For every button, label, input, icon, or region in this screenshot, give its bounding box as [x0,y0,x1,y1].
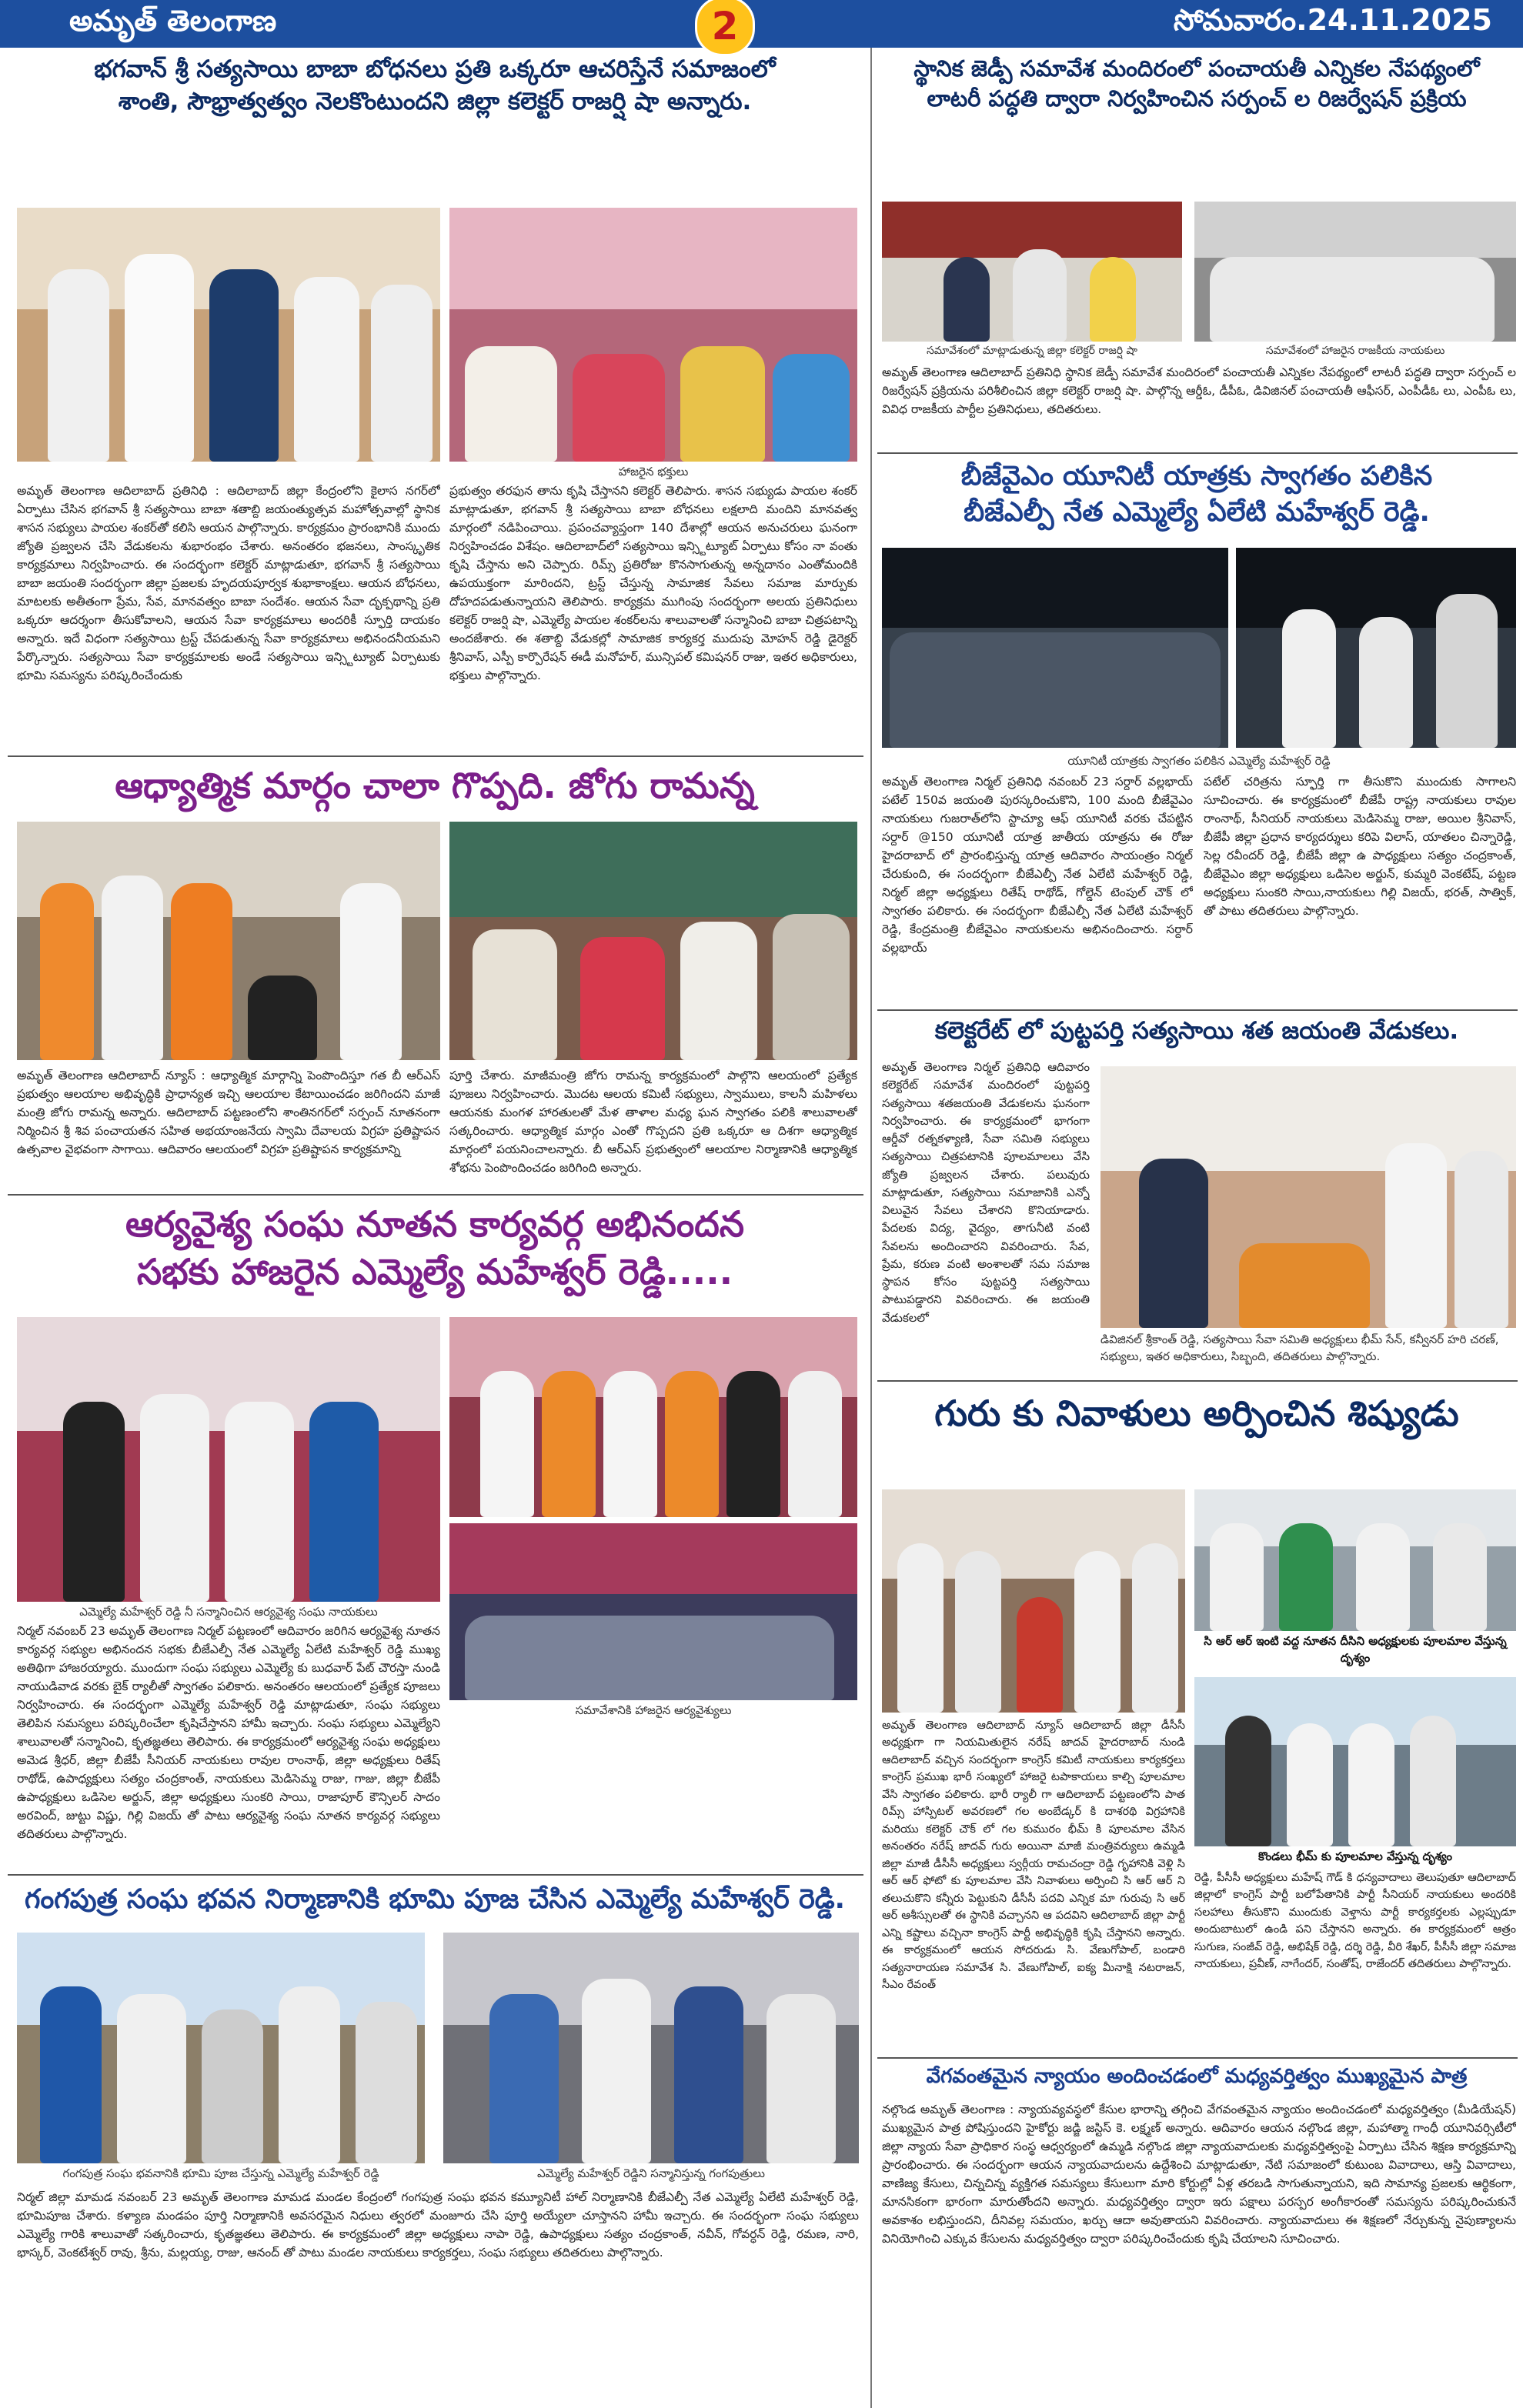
story4-caption-left: గంగపుత్ర సంఘ భవనానికి భూమి పూజ చేస్తున్న ఎమ్మెల్యే మహేశ్వర్ రెడ్డి [62,2166,379,2180]
story3-headline-line1: ఆర్యవైశ్య సంఘ నూతన కార్యవర్గ అభినందన [125,1203,744,1245]
r-story3-caption: డివిజినల్ శ్రీకాంత్ రెడ్డి, సత్యసాయి సేవా సమితి అధ్యక్షులు భీమ్ సేన్, కన్వీనర్ హరి చరణ్, సభ్యులు, ఇతర అధికారులు, సిబ్బంది, తదితరులు పాల్గొన్నారు. [1101,1332,1499,1363]
r-story2-photo-left [882,548,1228,748]
story-divider [8,755,863,757]
story3-headline [8,1200,862,1296]
story2-headline: ఆధ్యాత్మిక మార్గం చాలా గొప్పది. జోగు రామన్న [115,765,755,806]
r-story1-body: అమృత్ తెలంగాణ ఆదిలాబాద్ ప్రతినిధి స్థానిక జెడ్పీ సమావేశ మందిరంలో పంచాయతీ ఎన్నికల నేపథ్యంలో లాటరీ పద్ధతి ద్వారా సర్పంచ్ ల రిజర్వేషన్ ప్రక్రియను పరిశీలించిన జిల్లా కలెక్టర్ రాజర్షి షా. పాల్గొన్న ఆర్డీఓ, డీపీఓ, డివిజినల్ పంచాయతీ ఆఫీసర్, ఎంపీడీఓ లు, ఎంపీఓ లు, వివిధ రాజకీయ పార్టీల ప్రతినిధులు, తదితరులు. [882,365,1516,417]
r-story2-caption: యూనిటీ యాత్రకు స్వాగతం పలికిన ఎమ్మెల్యే మహేశ్వర్ రెడ్డి [1067,754,1331,768]
r-story4-caption-bottom: కొండలు భీమ్ కు పూలమాల వేస్తున్న దృశ్యం [1258,1849,1452,1863]
story1-photo-right [449,208,857,462]
story4-photo-right [443,1933,859,2163]
r-story1-photo-left [882,202,1182,342]
r-story4-photo-bottom [1194,1677,1516,1846]
story3-caption-left: ఎమ్మెల్యే మహేశ్వర్ రెడ్డి నీ సన్మానించిన ఆర్యవైశ్య సంఘ నాయకులు [79,1605,378,1619]
story3-photo-right-bottom [449,1523,857,1700]
r-story2-photo-right [1236,548,1516,748]
story2-body-a: అమృత్ తెలంగాణ ఆదిలాబాద్ న్యూస్ : ఆధ్యాత్మిక మార్గాన్ని పెంపొందిస్తూ గత బీ ఆర్ఎస్ ప్రభుత్వం ఆలయాల అభివృద్ధికి ప్రాధాన్యత ఇచ్చి ఆలయాల కేటాయించడం జరిగిందని మాజీ మంత్రి జోగు రామన్న అన్నారు. ఆదిలాబాద్ పట్టణంలోని శాంతినగర్‌లో సర్పంచ్ నూతనంగా నిర్మించిన శ్రీ శివ పంచాయతన సహిత అభయాంజనేయ స్వామి దేవాలయ విగ్రహ ప్రతిష్టాపన ఉత్సవాల వైభవంగా సాగాయి. ఆదివారం ఆలయంలో విగ్రహ ప్రతిష్టాపన కార్యక్రమాన్ని [17,1069,440,1157]
story1-headline [8,54,862,118]
story1-headline-line2: శాంతి, సౌభ్రాత్వత్వం నెలకొంటుందని జిల్లా కలెక్టర్ రాజర్షి షా అన్నారు. [118,87,752,115]
story1-caption-right: హాజరైన భక్తులు [618,465,689,479]
story1-photo-left [17,208,440,462]
r-story1-headline-line1: స్థానిక జెడ్పీ సమావేశ మందిరంలో పంచాయతీ ఎన్నికల నేపథ్యంలో [913,55,1480,82]
r-story1-caption-right: సమావేశంలో హాజరైన రాజకీయ నాయకులు [1265,345,1445,357]
story4-photo-left [17,1933,425,2163]
story-divider [8,1874,863,1876]
story3-body: నిర్మల్ నవంబర్ 23 అమృత్ తెలంగాణ నిర్మల్ పట్టణంలో ఆదివారం జరిగిన ఆర్యవైశ్య నూతన కార్యవర్గ సభ్యుల అభినందన సభకు బీజేఎల్పీ నేత ఎమ్మెల్యే ఏలేటి మహేశ్వర్ రెడ్డి ముఖ్య అతిథిగా హాజరయ్యారు. ముందుగా సంఘ సభ్యులు ఎమ్మెల్యే కు బుధవార్ పేట్ చౌరస్తా నుండి నాయుడివాడ వరకు బైక్ ర్యాలీతో స్వాగతం పలికారు. అనంతరం ఆలయంలో ప్రత్యేక పూజలు నిర్వహించారు. ఈ సందర్భంగా ఎమ్మెల్యే మహేశ్వర్ రెడ్డి మాట్లాడుతూ, సంఘ సభ్యులు తెలిపిన సమస్యలు పరిష్కరించేలా కృషిచేస్తానని హామీ ఇచ్చారు. సంఘ సభ్యులు ఎమ్మెల్యేని శాలువాలతో సన్మానించి, కృతజ్ఞతలు తెలిపారు. ఈ కార్యక్రమంలో ఆర్యవైశ్య సంఘ అధ్యక్షులు అమెడ శ్రీధర్, జిల్లా బీజేపీ సీనియర్ నాయకులు రావుల రాంనాథ్, జిల్లా అధ్యక్షులు రితేష్ రాథోడ్, ఉపాధ్యక్షులు సత్యం చంద్రకాంత్, నాయకులు మెడిసెమ్మ రాజు, గాజు, జిల్లా బీజేపీ ఉపాధ్యక్షులు ఒడిసెల అర్జున్, జిల్లా అధ్యక్షులు సుంకరి సాయి, రాజాపూర్ కౌన్సిలర్ సాదం అరవింద్, జుట్టు విష్ణు, గిల్లి విజయ్ తో పాటు ఆర్యవైశ్య సంఘ నూతన కార్యవర్గ సభ్యులు తదితరులు పాల్గొన్నారు. [17,1624,440,1842]
story2-body-b: పూర్తి చేశారు. మాజీమంత్రి జోగు రామన్న కార్యక్రమంలో పాల్గొని ఆలయంలో ప్రత్యేక పూజలు నిర్వహించారు. మొదట ఆలయ కమిటీ సభ్యులు, స్వాములు, కాలనీ మహిళలు ఆయనకు మంగళ హారతులతో మేళ తాళాల మధ్య ఘన స్వాగతం పలికి శాలువాలతో సత్కరించారు. ఆధ్యాత్మిక మార్గం ఎంతో గొప్పదని ప్రతి ఒక్కరూ ఆ దిశగా ఆధ్యాత్మిక మార్గంలో పయనించాలన్నారు. బీ ఆర్ఎస్ ప్రభుత్వంలో ఆలయాల నిర్మాణానికి ఆధ్యాత్మిక శోభను పెంపొందించడం జరిగింది అన్నారు. [449,1069,857,1176]
r-story5-headline: వేగవంతమైన న్యాయం అందించడంలో మధ్యవర్తిత్వం ముఖ్యమైన పాత్ర [926,2065,1468,2088]
r-story4-headline: గురు కు నివాళులు అర్పించిన శిష్యుడు [934,1392,1459,1434]
r-story1-headline [877,54,1516,114]
story-divider [877,2057,1518,2059]
r-story4-photo-top [1194,1489,1516,1631]
r-story2-headline [877,459,1516,532]
r-story4-body-a: అమృత్ తెలంగాణ ఆదిలాబాద్ న్యూస్ ఆదిలాబాద్ జిల్లా డీసీసీ అధ్యక్షుగా గా నియమితులైన నరేష్ జాదవ్ హైదరాబాద్ నుండి ఆదిలాబాద్ వచ్చిన సందర్భంగా కాంగ్రెస్ కమిటీ నాయకులు కార్యకర్తలు కాంగ్రెస్ ప్రముఖ భారీ సంఖ్యలో హాజరై టపాకాయలు కాల్చి పూలమాల వేసి స్వాగతం పలికారు. భారీ ర్యాలీ గా ఆదిలాబాద్ పట్టణంలోని పాత రిమ్స్ హాస్పిటల్ అవరణలో గల అంబేడ్కర్ కి దాశరథి విగ్రహానికి మరియు కలెక్టర్ చౌక్ లో గల కుమురం భీమ్ కి పూలమాల వేసిన అనంతరం నరేష్ జాదవ్ గురు అయినా మాజీ మంత్రివర్యులు ఉమ్మడి జిల్లా మాజీ డీసీసీ అధ్యక్షులు స్వర్గీయ రామచంద్రా రెడ్డి గృహానికి వెళ్లి సి ఆర్ ఆర్ ఫోటో కు పూలమాల వేసి నివాళులు అర్పించి సి ఆర్ ఆర్ ని తలుచుకొని కన్నీరు పెట్టుకుని డీసీసీ పదవి ఎన్నిక మా గురువు సి ఆర్ ఆర్ ఆశీస్సులతో ఈ స్థానికి వచ్చానని ఆ పదవిని ఆదిలాబాద్ జిల్లా పార్టీ ఎన్ని కష్టాలు వచ్చినా కాంగ్రెస్ పార్టీ అభివృద్ధికి కృషి చేస్తానని అన్నారు. ఈ కార్యక్రమంలో ఆయన సోదరుడు సి. వేణుగోపాల్, బండారి సత్యనారాయణ సమావేశ సి. వేణుగోపాల్, ఐక్య మీనాక్షి నటరాజన్, సీఎం రేవంత్ [882,1719,1185,1992]
r-story2-body-b: పటేల్ చరిత్రను స్ఫూర్తి గా తీసుకొని ముందుకు సాగాలని సూచించారు. ఈ కార్యక్రమంలో బీజేపీ రాష్ట్ర నాయకులు రావుల రాంనాథ్, సీనియర్ నాయకులు మెడిసెమ్మ రాజు, అయిల శ్రీనివాస్, బీజేపీ జిల్లా ప్రధాన కార్యదర్శులు కరిపె విలాస్, యాతలం చిన్నారెడ్డి, సెల్ల రవీందర్ రెడ్డి, బీజేపీ జిల్లా ఉ పాధ్యక్షులు సత్యం చంద్రకాంత్, బీజేవైఎం జిల్లా అధ్యక్షులు ఒడిసెల అర్జున్, కుమ్మరి వెంకటేష్, పట్టణ అధ్యక్షులు సుంకరి సాయి,నాయకులు గిల్లి విజయ్, భరత్, సాత్విక్, తో పాటు తదితరులు పాల్గొన్నారు. [1204,775,1516,919]
masthead [0,0,1523,48]
story3-caption-right: సమావేశానికి హాజరైన ఆర్యవైశ్యులు [575,1703,732,1717]
story-divider [877,1009,1518,1011]
r-story1-caption-left: సమావేశంలో మాట్లాడుతున్న జిల్లా కలెక్టర్ రాజర్షి షా [927,345,1137,357]
story2-photo-right [449,822,857,1060]
r-story5-body: నల్గొండ అమృత్ తెలంగాణ : న్యాయవ్యవస్థలో కేసుల భారాన్ని తగ్గించి వేగవంతమైన న్యాయం అందించడంలో మధ్యవర్తిత్వం (మీడియేషన్) ముఖ్యమైన పాత్ర పోషిస్తుందని హైకోర్టు జడ్జి జస్టిస్ కె. లక్ష్మణ్ అన్నారు. ఆదివారం ఆయన నల్గొండ జిల్లా, మహాత్మా గాంధీ యూనివర్సిటీలో జిల్లా న్యాయ సేవా ప్రాధికార సంస్థ ఆధ్వర్యంలో ఉమ్మడి నల్గొండ జిల్లా న్యాయవాదులకు మధ్యవర్తిత్వంపై ఏర్పాటు చేసిన శిక్షణ కార్యక్రమాన్ని ప్రారంభించారు. ఈ సందర్భంగా ఆయన న్యాయవాదులను ఉద్దేశించి మాట్లాడుతూ, నేటి సమాజంలో కుటుంబ వివాదాలు, ఆస్తి వివాదాలు, వాణిజ్య కేసులు, చిన్నచిన్న వ్యక్తిగత సమస్యలు కేసులుగా మారి కోర్టుల్లో ఏళ్ల తరబడి సాగుతున్నాయని, ఇది సామాన్య ప్రజలకు ఆర్థికంగా, మానసికంగా భారంగా మారుతోందని అన్నారు. మధ్యవర్తిత్వం ద్వారా ఇరు పక్షాలు పరస్పర అంగీకారంతో సమస్యను పరిష్కరించుకునే అవకాశం లభిస్తుందని, దీనివల్ల సమయం, ఖర్చు ఆదా అవుతాయని వివరించారు. న్యాయవాదులు ఈ శిక్షణలో నేర్చుకున్న నైపుణ్యాలను వినియోగించి ఎక్కువ కేసులను మధ్యవర్తిత్వం ద్వారా పరిష్కరించేందుకు కృషి చేయాలని సూచించారు. [882,2103,1516,2246]
story3-photo-left [17,1317,440,1602]
r-story2-body-a: అమృత్ తెలంగాణ నిర్మల్ ప్రతినిధి నవంబర్ 23 సర్దార్ వల్లభాయ్ పటేల్ 150వ జయంతి పురస్కరించుకొని, 100 మంది బీజేవైఎం నాయకులు గుజరాత్‌లోని స్టాచ్యూ ఆఫ్ యూనిటీ వరకు చేపట్టిన సర్దార్ @150 యూనిటీ యాత్ర జాతీయ యాత్రను ఈ రోజు హైదరాబాద్ లో ప్రారంభిస్తున్న యాత్ర ఆదివారం సాయంత్రం నిర్మల్ చేరుకుంది, ఈ సందర్భంగా బీజేఎల్పీ నేత ఏలేటి మహేశ్వర్ రెడ్డి, నిర్మల్ జిల్లా అధ్యక్షులు రితేష్ రాథోడ్, గోల్డెన్ టెంపుల్ చౌక్ లో స్వాగతం పలికారు. ఈ సందర్భంగా బీజేఎల్పీ నేత ఏలేటి మహేశ్వర్ రెడ్డి, కేంద్రమంత్రి బీజేవైఎం నాయకులను అభినందించారు. సర్దార్ వల్లభాయ్ [882,775,1193,956]
issue-date: సోమవారం.24.11.2025 [1173,3,1492,37]
r-story4-body-b: రెడ్డి, పీసీసీ అధ్యక్షులు మహేష్ గౌడ్ కి ధన్యవాదాలు తెలుపుతూ ఆదిలాబాద్ జిల్లాలో కాంగ్రెస్ పార్టీ బలోపేతానికి పార్టీ సీనియర్ నాయకులు అందరికి సలహాలు తీసుకొని ముందుకు వెళ్తాను పార్టీ కార్యకర్తలకు ఎల్లప్పుడూ అందుబాటులో ఉండి పని చేస్తానని అన్నారు. ఈ కార్యక్రమంలో ఆత్రం సుగుణ, సంజీవ్ రెడ్డి, అభిషేక్ రెడ్డి, దర్శి రెడ్డి, వీరి శేఖర్, పీసీసీ జిల్లా సమాజ నాయకులు, ప్రవీణ్, నాగేందర్, సంతోష్, రాజేందర్ తదితరులు పాల్గొన్నారు. [1194,1872,1516,1971]
story-divider [877,1380,1518,1382]
story-divider [8,1194,863,1196]
story1-headline-line1: భగవాన్ శ్రీ సత్యసాయి బాబా బోధనలు ప్రతి ఒక్కరూ ఆచరిస్తేనే సమాజంలో [94,55,776,83]
paper-name: అమృత్ తెలంగాణ [69,2,277,38]
r-story4-photo-main [882,1489,1185,1713]
r-story2-headline-line2: బీజేఎల్పీ నేత ఎమ్మెల్యే ఏలేటి మహేశ్వర్ రెడ్డి. [964,497,1430,529]
story3-photo-right-top [449,1317,857,1517]
story1-body-b: ప్రభుత్వం తరఫున తాను కృషి చేస్తానని కలెక్టర్ తెలిపారు. శాసన సభ్యుడు పాయల శంకర్ మాట్లాడుతూ, భగవాన్ శ్రీ సత్యసాయి బాబా బోధనలు లక్షలాది మందిని మానవత్వ మార్గంలో నడిపించాయి. ప్రపంచవ్యాప్తంగా 140 దేశాల్లో ఆయన అనుచరులు ఘనంగా నిర్వహించడం విశేషం. ఆదిలాబాద్‌లో సత్యసాయి ఇన్స్టిట్యూట్ ఏర్పాటు కోసం నా వంతు కృషి చేస్తాను అని చెప్పారు. రిమ్స్ ప్రతిరోజు కొనసాగుతున్న అన్నదానం ఎంతోమందికి ఉపయుక్తంగా మారిందని, ట్రస్ట్ చేస్తున్న సామాజిక సేవలు సమాజ మార్పుకు దోహదపడుతున్నాయని తెలిపారు. కార్యక్రమ ముగింపు సందర్భంగా అలయ ప్రతినిధులు కలెక్టర్ రాజర్షి షా, ఎమ్మెల్యే పాయల శంకర్‌లను శాలువాలతో సన్మానించి బాబా చిత్రపటాన్ని అందజేశారు. ఈ శతాబ్ది వేడుకల్లో సామాజిక కార్యకర్త ముదుపు మోహన్ రెడ్డి డైరెక్టర్ శ్రీనివాస్, ఎస్పీ కార్పొరేషన్ ఈడీ మనోహర్, మున్సిపల్ కమిషనర్ రాజు, ఇతర అధికారులు, భక్తులు పాల్గొన్నారు. [449,484,857,683]
story4-caption-right: ఎమ్మెల్యే మహేశ్వర్ రెడ్డిని సన్మానిస్తున్న గంగపుత్రులు [537,2166,765,2180]
column-divider [870,48,872,2408]
r-story4-caption-top: సి ఆర్ ఆర్ ఇంటి వద్ద నూతన దీసిని అధ్యక్షులకు పూలమాల వేస్తున్న దృశ్యం [1204,1634,1507,1665]
story2-photo-left [17,822,440,1060]
story4-body: నిర్మల్ జిల్లా మామడ నవంబర్ 23 అమృత్ తెలంగాణ మామడ మండల కేంద్రంలో గంగపుత్ర సంఘ భవన కమ్యూనిటీ హాల్ నిర్మాణానికి బీజేఎల్పీ నేత ఎమ్మెల్యే ఏలేటి మహేశ్వర్ రెడ్డి, భూమిపూజ చేశారు. కళ్యాణ మండపం పూర్తి నిర్మాణానికి అవసరమైన నిధులు త్వరలో మంజూరు చేసి పూర్తి అయ్యేలా చూస్తానని హామీ ఇచ్చారు. ఈ సందర్భంగా సంఘ సభ్యులు ఎమ్మెల్యే గారికి శాలువాతో సత్కరించారు, కృతజ్ఞతలు తెలిపారు. ఈ కార్యక్రమంలో జిల్లా అధ్యక్షులు నాపా రెడ్డి, ఉపాధ్యక్షులు సత్యం చంద్రకాంత్, నవీన్, గోవర్ధన్ రెడ్డి, రమణ, నారి, భాస్కర్, వెంకటేశ్వర్ రావు, శ్రీను, మల్లయ్య, రాజు, ఆనంద్ తో పాటు మండల నాయకులు కార్యకర్తలు, సంఘ సభ్యులు తదితరులు పాల్గొన్నారు. [17,2190,859,2260]
story3-headline-line2: సభకు హాజరైన ఎమ్మెల్యే మహేశ్వర్ రెడ్డి..... [136,1251,733,1293]
story4-headline: గంగపుత్ర సంఘ భవన నిర్మాణానికి భూమి పూజ చేసిన ఎమ్మెల్యే మహేశ్వర్ రెడ్డి. [25,1884,845,1915]
r-story3-headline: కలెక్టరేట్ లో పుట్టపర్తి సత్యసాయి శత జయంతి వేడుకలు. [934,1017,1459,1045]
r-story2-headline-line1: బీజేవైఎం యూనిటీ యాత్రకు స్వాగతం పలికిన [960,461,1433,492]
r-story3-body: అమృత్ తెలంగాణ నిర్మల్ ప్రతినిధి ఆదివారం కలెక్టరేట్ సమావేశ మందిరంలో పుట్టపర్తి సత్యసాయి శతజయంతి వేడుకలను ఘనంగా నిర్వహించారు. ఈ కార్యక్రమంలో భాగంగా ఆర్డీవో రత్నకళ్యాణి, సేవా సమితి సభ్యులు సత్యసాయి చిత్రపటానికి పూలమాలలు వేసి జ్యోతి ప్రజ్వలన చేశారు. పలువురు మాట్లాడుతూ, సత్యసాయి సమాజానికి ఎన్నో విలువైన సేవలు చేశారని కొనియాడారు. పేదలకు విద్య, వైద్యం, తాగునీటి వంటి సేవలను అందించారని వివరించారు. సేవ, ప్రేమ, కరుణ వంటి అంశాలతో సమ సమాజ స్థాపన కోసం పుట్టపర్తి సత్యసాయి పాటుపడ్డారని వివరించారు. ఈ జయంతి వేడుకలలో [882,1060,1090,1325]
page-number-badge: 2 [695,0,755,56]
story-divider [877,452,1518,454]
r-story3-photo [1101,1066,1516,1328]
r-story1-photo-right [1194,202,1516,342]
r-story1-headline-line2: లాటరీ పద్ధతి ద్వారా నిర్వహించిన సర్పంచ్ ల రిజర్వేషన్ ప్రక్రియ [927,85,1467,112]
story1-body-a: అమృత్ తెలంగాణ ఆదిలాబాద్ ప్రతినిధి : ఆదిలాబాద్ జిల్లా కేంద్రంలోని కైలాస నగర్‌లో ఏర్పాటు చేసిన భగవాన్ శ్రీ సత్యసాయి బాబా శతాబ్ది జయంత్యుత్సవ మహోత్సవాల్లో స్థానిక శాసన సభ్యులు పాయల శంకర్‌తో కలిసి ఆయన పాల్గొన్నారు. కార్యక్రమం ప్రారంభానికి ముందు జ్యోతి ప్రజ్వలన చేసి వేడుకలను శుభారంభం చేశారు. అనంతరం భజనలు, సాంస్కృతిక కార్యక్రమాలు నిర్వహించారు. ఈ సందర్భంగా కలెక్టర్ మాట్లాడుతూ, భగవాన్ శ్రీ సత్యసాయి బాబా జయంతి సందర్భంగా జిల్లా ప్రజలకు హృదయపూర్వక శుభాకాంక్షలు. ఆయన బోధనలు, మాటలకు అతీతంగా ప్రేమ, సేవ, మానవత్వం బాబా సందేశం. ఆయన సేవా దృక్పథాన్ని ప్రతి ఒక్కరూ ఆదర్శంగా తీసుకోవాలని, ఆయన సేవా కార్యక్రమాలు అందరికీ స్ఫూర్తి దాయకం అన్నారు. ఇదే విధంగా సత్యసాయి ట్రస్ట్ చేపడుతున్న సేవా కార్యక్రమాలు అభినందనీయమని పేర్కొన్నారు. సత్యసాయి సేవా కార్యక్రమాలకు అండే సత్యసాయి ఇన్స్టిట్యూట్ ఏర్పాటుకు భూమి సమస్యను పరిష్కరించేందుకు [17,484,440,683]
